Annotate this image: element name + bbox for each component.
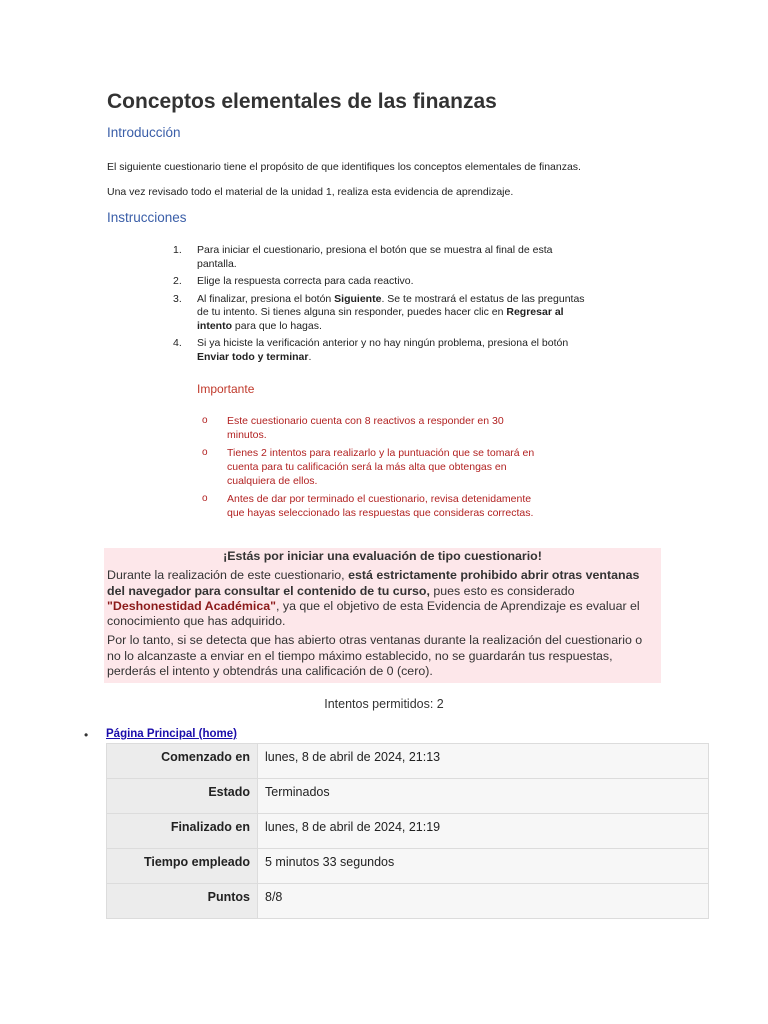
academic-dishonesty-term: "Deshonestidad Académica" (107, 598, 276, 613)
important-item-text: Antes de dar por terminado el cuestionario, revisa detenidamente que hayas seleccionado las respuestas que consideras correctas. (227, 493, 534, 519)
row-label-finished: Finalizado en (107, 814, 258, 849)
step-number: 2. (173, 275, 182, 287)
intro-paragraph-1: El siguiente cuestionario tiene el propósito de que identifiques los conceptos elementales de finanzas. (107, 161, 581, 173)
step-text (197, 293, 585, 332)
important-list (200, 414, 545, 524)
warning-paragraph-1 (107, 568, 658, 629)
important-item (200, 414, 545, 442)
important-item (200, 492, 545, 520)
step-number: 3. (173, 292, 182, 305)
row-label-time-taken: Tiempo empleado (107, 849, 258, 884)
home-link[interactable]: Página Principal (home) (106, 728, 237, 740)
row-value-status: Terminados (258, 779, 709, 814)
warning-text-post: , ya que el objetivo de esta Evidencia de Aprendizaje es evaluar el conocimiento que has adquirido. (107, 598, 640, 629)
instructions-heading: Instrucciones (107, 210, 187, 225)
enviar-button-name: Enviar todo y terminar (197, 350, 309, 363)
warning-text-pre: Durante la realización de este cuestionario, (107, 568, 349, 583)
instruction-step (173, 275, 593, 289)
attempts-allowed: Intentos permitidos: 2 (324, 697, 444, 711)
row-value-points: 8/8 (258, 884, 709, 919)
warning-paragraph-2: Por lo tanto, si se detecta que has abierto otras ventanas durante la realización del cuestionario o no lo alcanzaste a enviar en el tiempo máximo establecido, no se guardarán tus respuestas, perderás el intento y obtendrás una calificación de 0 (cero). (107, 633, 643, 679)
important-heading: Importante (197, 382, 255, 396)
step-text-pre: Si ya hiciste la verificación anterior y no hay ningún problema, presiona el botón (197, 337, 569, 349)
circle-bullet-icon: o (202, 447, 208, 458)
table-row (107, 814, 709, 849)
circle-bullet-icon: o (202, 493, 208, 504)
step-number: 4. (173, 337, 182, 349)
instruction-step (173, 337, 593, 364)
table-row (107, 779, 709, 814)
row-value-time-taken: 5 minutos 33 segundos (258, 849, 709, 884)
instruction-step (173, 293, 593, 334)
instruction-step (173, 244, 593, 271)
table-row (107, 744, 709, 779)
regresar-button-name: Regresar al intento (197, 306, 564, 332)
table-row (107, 884, 709, 919)
step-text-pre: Al finalizar, presiona el botón (197, 292, 335, 305)
warning-title: ¡Estás por iniciar una evaluación de tipo cuestionario! (223, 549, 542, 563)
step-text-mid: . Se te mostrará el estatus de las preguntas de tu intento. Si tienes alguna sin responder, puedes hacer clic en (197, 292, 585, 318)
warning-box (104, 548, 661, 683)
step-text: Elige la respuesta correcta para cada reactivo. (197, 275, 414, 287)
step-text: Para iniciar el cuestionario, presiona el botón que se muestra al final de esta pantalla. (197, 244, 553, 270)
warning-prohibition: está estrictamente prohibido abrir otras ventanas del navegador para consultar el contenido de tu curso, (107, 568, 640, 598)
row-label-points: Puntos (107, 884, 258, 919)
row-value-finished: lunes, 8 de abril de 2024, 21:19 (258, 814, 709, 849)
warning-text-mid: pues esto es considerado (429, 583, 575, 598)
step-text-post: . (308, 350, 312, 363)
siguiente-button-name: Siguiente (334, 292, 382, 305)
page-title: Conceptos elementales de las finanzas (107, 90, 497, 113)
important-item-text: Tienes 2 intentos para realizarlo y la puntuación que se tomará en cuenta para tu calificación será la más alta que obtengas en cualquiera de ellos. (227, 447, 535, 487)
row-label-status: Estado (107, 779, 258, 814)
step-text (197, 337, 568, 363)
attempt-summary-table (106, 743, 709, 919)
intro-paragraph-2: Una vez revisado todo el material de la unidad 1, realiza esta evidencia de aprendizaje. (107, 186, 514, 198)
circle-bullet-icon: o (202, 415, 208, 426)
intro-heading: Introducción (107, 125, 181, 140)
instructions-list (173, 244, 593, 368)
step-text-post: para que lo hagas. (232, 319, 322, 332)
important-item-text: Este cuestionario cuenta con 8 reactivos a responder en 30 minutos. (227, 415, 504, 441)
bullet-icon: • (84, 728, 89, 742)
step-number: 1. (173, 244, 182, 256)
row-label-started: Comenzado en (107, 744, 258, 779)
important-item (200, 446, 545, 488)
table-row (107, 849, 709, 884)
row-value-started: lunes, 8 de abril de 2024, 21:13 (258, 744, 709, 779)
